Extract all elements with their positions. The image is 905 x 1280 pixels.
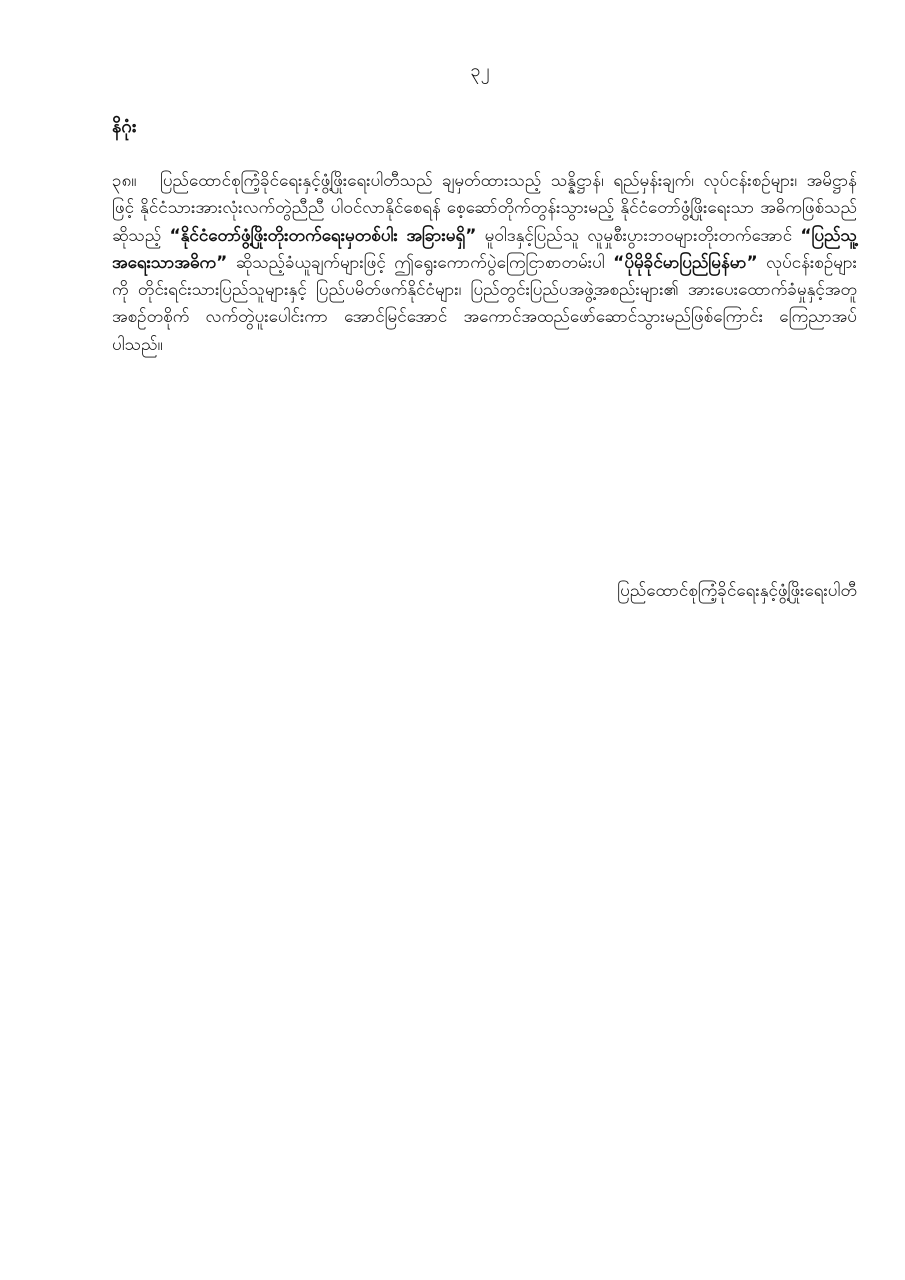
page-number: ၃၂ [470,60,490,81]
slogan-national-development: “နိုင်ငံတော်ဖွံ့ဖြိုးတိုးတက်ရေးမှတစ်ပါး အခြားမရှိ” [169,225,477,246]
conclusion-paragraph [112,168,857,359]
paragraph-text-1: ပြည်ထောင်စုကြံ့ခိုင်ရေးနှင့်ဖွံ့ဖြိုးရေးပါတီသည် ချမှတ်ထားသည့် သန္နိဋ္ဌာန်၊ ရည်မှန်းချက်၊ လုပ်ငန်းစဉ်များ၊ အမိဋ္ဌာန်ဖြင့် နိုင်ငံသားအားလုံးလက်တွဲညီညီ ပါဝင်လာနိုင်စေရန် စေ့ဆော်တိုက်တွန်းသွားမည့် နိုင်ငံတော်ဖွံ့ဖြိုးရေးသာ အဓိကဖြစ်သည်ဆိုသည့် [112,171,857,246]
party-signature: ပြည်ထောင်စုကြံ့ခိုင်ရေးနှင့်ဖွံ့ဖြိုးရေးပါတီ [617,581,857,601]
section-heading: နိဂုံး [112,116,137,137]
slogan-stronger-myanmar: “ပိုမိုခိုင်မာပြည်မြန်မာ” [613,252,758,273]
paragraph-number: ၃၈။ [112,171,137,191]
paragraph-text-3: ဆိုသည့်ခံယူချက်များဖြင့် ဤရွေးကောက်ပွဲကြေငြာစာတမ်းပါ [227,252,614,273]
slogan-people-first: “ပြည်သူ့အရေးသာအဓိက” [112,225,857,273]
paragraph-text-2: မူဝါဒနှင့်ပြည်သူ လူမှုစီးပွားဘဝများတိုးတက်အောင် [476,225,801,246]
paragraph-text-4: လုပ်ငန်းစဉ်များကို တိုင်းရင်းသားပြည်သူများနှင့် ပြည်ပမိတ်ဖက်နိုင်ငံများ၊ ပြည်တွင်းပြည်ပအဖွဲ့အစည်းများ၏ အားပေးထောက်ခံမှုနှင့်အတူ အစဉ်တစိုက် လက်တွဲပူးပေါင်းကာ အောင်မြင်အောင် အကောင်အထည်ဖော်ဆောင်သွားမည်ဖြစ်ကြောင်း ကြေညာအပ်ပါသည်။ [112,252,858,355]
